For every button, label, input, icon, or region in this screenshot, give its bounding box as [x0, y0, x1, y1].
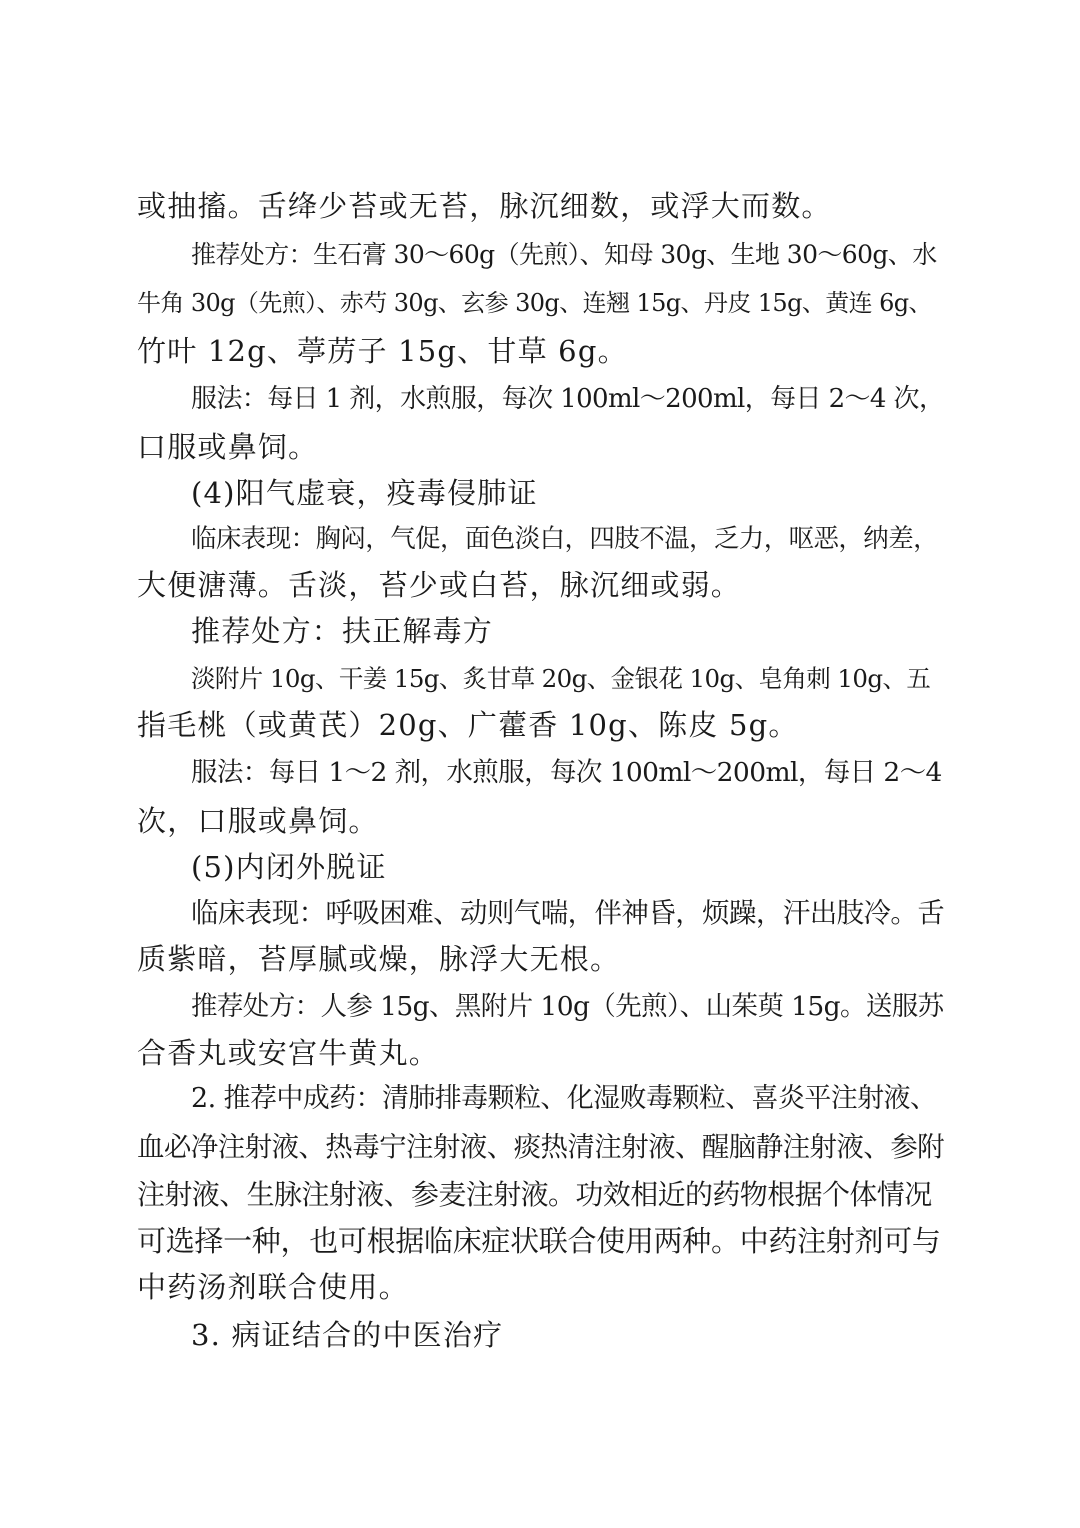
text-line-content: 或抽搐。舌绛少苔或无苔，脉沉细数，或浮大而数。 — [137, 189, 832, 223]
text-line-content: 2. 推荐中成药：清肺排毒颗粒、化湿败毒颗粒、喜炎平注射液、 — [191, 1083, 937, 1114]
text-line — [0, 605, 1080, 657]
text-line — [0, 1261, 1080, 1313]
text-line-content: 临床表现：呼吸困难、动则气喘，伴神昏，烦躁，汗出肢冷。舌 — [191, 897, 945, 929]
text-line-content: 服法：每日 1～2 剂，水煎服，每次 100ml～200ml，每日 2～4 — [191, 757, 942, 788]
text-line-content: 中药汤剂联合使用。 — [137, 1270, 409, 1304]
text-line — [0, 559, 1080, 611]
text-line-content: 3. 病证结合的中医治疗 — [191, 1318, 504, 1352]
text-line-content: 淡附片 10g、干姜 15g、炙甘草 20g、金银花 10g、皂角刺 10g、五 — [191, 664, 931, 693]
section-heading — [0, 467, 1080, 519]
text-line-content: 合香丸或安宫牛黄丸。 — [137, 1036, 440, 1070]
text-line-content: 竹叶 12g、葶苈子 15g、甘草 6g。 — [137, 334, 628, 368]
text-line-content: 注射液、生脉注射液、参麦注射液。功效相近的药物根据个体情况 — [137, 1178, 932, 1211]
text-line — [0, 699, 1080, 751]
text-line-content: 推荐处方：人参 15g、黑附片 10g（先煎）、山茱萸 15g。送服苏 — [191, 991, 944, 1022]
text-line-content: 次，口服或鼻饲。 — [137, 804, 379, 838]
text-line — [0, 229, 1080, 281]
text-line — [0, 277, 1080, 329]
text-line-content: 推荐处方：扶正解毒方 — [191, 614, 494, 648]
text-line-content: 临床表现：胸闷，气促，面色淡白，四肢不温，乏力，呕恶，纳差， — [191, 524, 939, 554]
text-line — [0, 1121, 1080, 1173]
text-line — [0, 653, 1080, 705]
text-line-content: 可选择一种，也可根据临床症状联合使用两种。中药注射剂可与 — [137, 1224, 941, 1258]
text-line — [0, 1169, 1080, 1221]
text-line-content: 推荐处方：生石膏 30～60g（先煎）、知母 30g、生地 30～60g、水 — [191, 240, 937, 269]
section-heading — [0, 841, 1080, 893]
text-line — [0, 373, 1080, 425]
text-line — [0, 747, 1080, 799]
text-line — [0, 887, 1080, 939]
text-line — [0, 325, 1080, 377]
text-line-content: 服法：每日 1 剂，水煎服，每次 100ml～200ml，每日 2～4 次， — [191, 384, 945, 414]
text-line — [0, 180, 1080, 232]
text-line — [0, 1027, 1080, 1079]
text-line-content: 指毛桃（或黄芪）20g、广藿香 10g、陈皮 5g。 — [137, 708, 799, 742]
text-line — [0, 795, 1080, 847]
text-line-content: 血必净注射液、热毒宁注射液、痰热清注射液、醒脑静注射液、参附 — [137, 1131, 944, 1163]
text-line-content: 牛角 30g（先煎）、赤芍 30g、玄参 30g、连翘 15g、丹皮 15g、黄连 6g、 — [137, 289, 932, 317]
text-line — [0, 421, 1080, 473]
text-line-content: 大便溏薄。舌淡，苔少或白苔，脉沉细或弱。 — [137, 568, 742, 602]
text-line — [0, 933, 1080, 985]
section-heading — [0, 1073, 1080, 1125]
text-line-content: 口服或鼻饲。 — [137, 430, 319, 464]
text-line — [0, 981, 1080, 1033]
text-line-content: (4)阳气虚衰，疫毒侵肺证 — [191, 476, 538, 510]
text-line — [0, 1215, 1080, 1267]
text-line — [0, 513, 1080, 565]
text-line-content: 质紫暗，苔厚腻或燥，脉浮大无根。 — [137, 942, 621, 976]
text-line-content: (5)内闭外脱证 — [191, 850, 387, 884]
section-heading — [0, 1309, 1080, 1361]
